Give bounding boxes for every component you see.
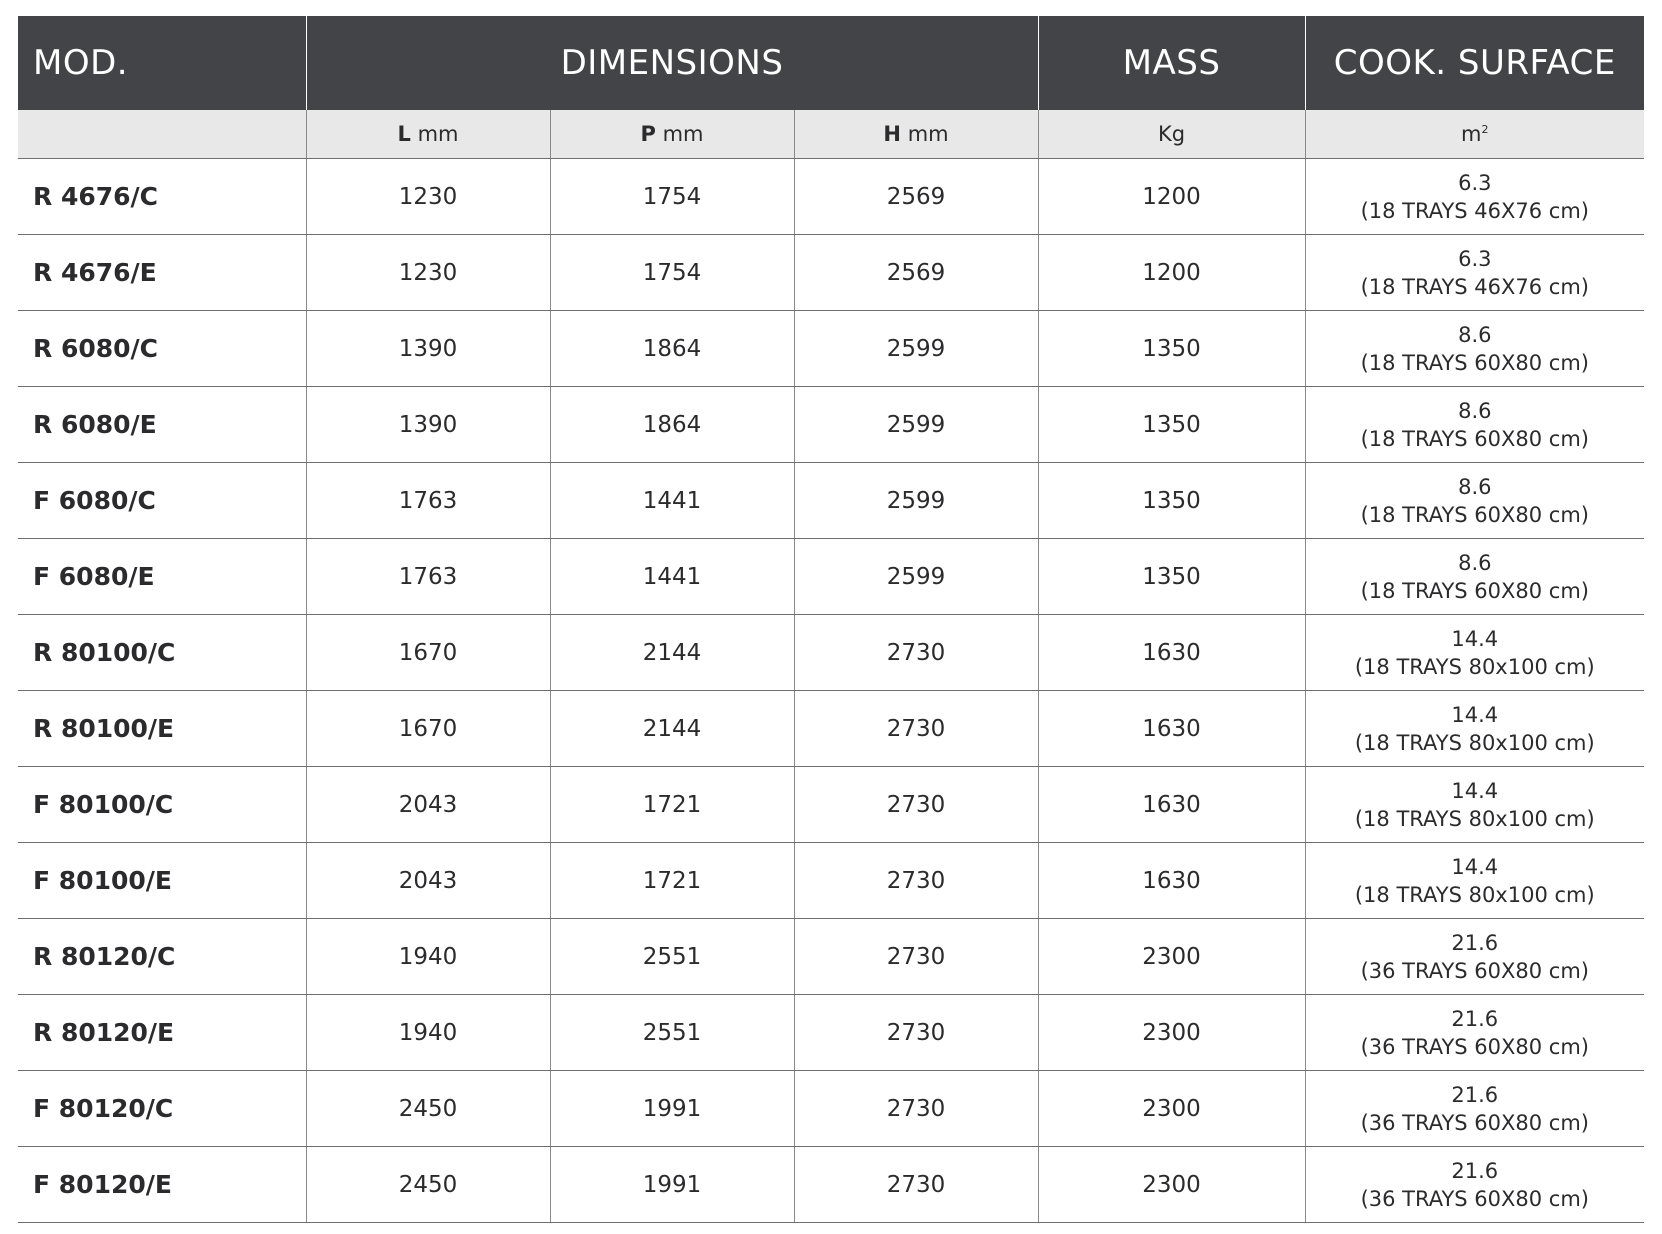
- cell-mass: 2300: [1038, 919, 1305, 995]
- surface-trays: (18 TRAYS 46X76 cm): [1360, 198, 1589, 223]
- header-dimensions: DIMENSIONS: [306, 16, 1038, 110]
- table-row: [18, 311, 1644, 387]
- cell-cooking-surface: [1305, 159, 1644, 235]
- surface-trays: (18 TRAYS 46X76 cm): [1360, 274, 1589, 299]
- cell-length: 1670: [306, 615, 550, 691]
- table-body: [18, 159, 1644, 1223]
- surface-value: 14.4: [1451, 778, 1499, 803]
- cell-mass: 1630: [1038, 615, 1305, 691]
- cell-height: 2569: [794, 235, 1038, 311]
- cell-length: 2450: [306, 1071, 550, 1147]
- unit-height-mm: mm: [907, 122, 949, 146]
- cell-model: F 6080/E: [18, 539, 306, 615]
- unit-model-empty: [18, 110, 306, 159]
- cell-length: 1763: [306, 463, 550, 539]
- table-row: [18, 539, 1644, 615]
- header-cooking-surface: COOK. SURFACE: [1305, 16, 1644, 110]
- cell-height: 2730: [794, 919, 1038, 995]
- surface-trays: (36 TRAYS 60X80 cm): [1360, 958, 1589, 983]
- unit-mass: Kg: [1038, 110, 1305, 159]
- cell-model: R 80120/E: [18, 995, 306, 1071]
- cell-height: 2730: [794, 767, 1038, 843]
- cell-model: R 6080/E: [18, 387, 306, 463]
- table-row: [18, 387, 1644, 463]
- cell-cooking-surface: [1305, 235, 1644, 311]
- cell-depth: 1754: [550, 159, 794, 235]
- surface-trays: (36 TRAYS 60X80 cm): [1360, 1110, 1589, 1135]
- cell-mass: 2300: [1038, 995, 1305, 1071]
- cell-length: 2043: [306, 843, 550, 919]
- cell-height: 2730: [794, 1071, 1038, 1147]
- cell-cooking-surface: [1305, 691, 1644, 767]
- cell-cooking-surface: [1305, 387, 1644, 463]
- surface-trays: (18 TRAYS 60X80 cm): [1360, 502, 1589, 527]
- cell-model: F 80120/E: [18, 1147, 306, 1223]
- cell-cooking-surface: [1305, 1147, 1644, 1223]
- cell-model: R 4676/E: [18, 235, 306, 311]
- cell-length: 1940: [306, 995, 550, 1071]
- cell-length: 1940: [306, 919, 550, 995]
- cell-mass: 2300: [1038, 1147, 1305, 1223]
- cell-cooking-surface: [1305, 1071, 1644, 1147]
- cell-cooking-surface: [1305, 767, 1644, 843]
- unit-length-mm: mm: [417, 122, 459, 146]
- surface-value: 8.6: [1458, 474, 1492, 499]
- unit-surface-base: m: [1461, 122, 1482, 146]
- cell-length: 2450: [306, 1147, 550, 1223]
- cell-depth: 1991: [550, 1147, 794, 1223]
- unit-height: [794, 110, 1038, 159]
- table-row: [18, 159, 1644, 235]
- table-row: [18, 463, 1644, 539]
- cell-depth: 1441: [550, 539, 794, 615]
- unit-length-letter: L: [397, 122, 411, 146]
- table-row: [18, 1147, 1644, 1223]
- cell-cooking-surface: [1305, 539, 1644, 615]
- unit-surface: [1305, 110, 1644, 159]
- cell-mass: 1200: [1038, 235, 1305, 311]
- cell-mass: 1630: [1038, 691, 1305, 767]
- units-row: [18, 110, 1644, 159]
- cell-depth: 1864: [550, 387, 794, 463]
- table-row: [18, 691, 1644, 767]
- cell-model: R 80100/E: [18, 691, 306, 767]
- surface-trays: (18 TRAYS 60X80 cm): [1360, 350, 1589, 375]
- surface-value: 14.4: [1451, 702, 1499, 727]
- table-row: [18, 235, 1644, 311]
- table-row: [18, 615, 1644, 691]
- cell-model: R 4676/C: [18, 159, 306, 235]
- cell-cooking-surface: [1305, 919, 1644, 995]
- surface-value: 21.6: [1451, 930, 1499, 955]
- header-model: MOD.: [18, 16, 306, 110]
- surface-trays: (18 TRAYS 60X80 cm): [1360, 578, 1589, 603]
- cell-mass: 1350: [1038, 539, 1305, 615]
- cell-mass: 1630: [1038, 843, 1305, 919]
- table-row: [18, 843, 1644, 919]
- cell-depth: 2144: [550, 691, 794, 767]
- surface-value: 21.6: [1451, 1006, 1499, 1031]
- cell-model: F 6080/C: [18, 463, 306, 539]
- cell-height: 2730: [794, 843, 1038, 919]
- surface-value: 21.6: [1451, 1158, 1499, 1183]
- cell-cooking-surface: [1305, 463, 1644, 539]
- cell-depth: 2551: [550, 995, 794, 1071]
- cell-length: 1763: [306, 539, 550, 615]
- cell-height: 2599: [794, 539, 1038, 615]
- cell-model: R 80100/C: [18, 615, 306, 691]
- surface-trays: (18 TRAYS 80x100 cm): [1354, 654, 1595, 679]
- surface-value: 6.3: [1458, 170, 1492, 195]
- cell-height: 2730: [794, 1147, 1038, 1223]
- specifications-table: [18, 16, 1644, 1223]
- cell-height: 2730: [794, 995, 1038, 1071]
- cell-depth: 1721: [550, 843, 794, 919]
- cell-depth: 2551: [550, 919, 794, 995]
- surface-value: 21.6: [1451, 1082, 1499, 1107]
- table-row: [18, 919, 1644, 995]
- surface-value: 8.6: [1458, 322, 1492, 347]
- surface-trays: (36 TRAYS 60X80 cm): [1360, 1186, 1589, 1211]
- unit-depth-letter: P: [640, 122, 656, 146]
- cell-length: 1670: [306, 691, 550, 767]
- cell-mass: 1350: [1038, 463, 1305, 539]
- unit-depth: [550, 110, 794, 159]
- surface-value: 8.6: [1458, 550, 1492, 575]
- cell-depth: 1864: [550, 311, 794, 387]
- header-mass: MASS: [1038, 16, 1305, 110]
- cell-cooking-surface: [1305, 615, 1644, 691]
- unit-surface-sup: 2: [1481, 123, 1489, 136]
- unit-length: [306, 110, 550, 159]
- cell-mass: 1200: [1038, 159, 1305, 235]
- cell-length: 1230: [306, 159, 550, 235]
- cell-length: 2043: [306, 767, 550, 843]
- cell-model: R 80120/C: [18, 919, 306, 995]
- cell-cooking-surface: [1305, 843, 1644, 919]
- cell-height: 2730: [794, 615, 1038, 691]
- cell-height: 2730: [794, 691, 1038, 767]
- surface-value: 6.3: [1458, 246, 1492, 271]
- table-row: [18, 1071, 1644, 1147]
- cell-depth: 1721: [550, 767, 794, 843]
- surface-value: 14.4: [1451, 854, 1499, 879]
- cell-height: 2599: [794, 463, 1038, 539]
- surface-trays: (18 TRAYS 80x100 cm): [1354, 730, 1595, 755]
- cell-depth: 2144: [550, 615, 794, 691]
- cell-height: 2569: [794, 159, 1038, 235]
- cell-length: 1390: [306, 387, 550, 463]
- header-row: [18, 16, 1644, 110]
- cell-mass: 1630: [1038, 767, 1305, 843]
- cell-depth: 1441: [550, 463, 794, 539]
- surface-trays: (36 TRAYS 60X80 cm): [1360, 1034, 1589, 1059]
- cell-model: F 80100/E: [18, 843, 306, 919]
- cell-depth: 1991: [550, 1071, 794, 1147]
- unit-height-letter: H: [883, 122, 901, 146]
- surface-value: 14.4: [1451, 626, 1499, 651]
- cell-model: F 80100/C: [18, 767, 306, 843]
- cell-cooking-surface: [1305, 311, 1644, 387]
- cell-length: 1230: [306, 235, 550, 311]
- cell-length: 1390: [306, 311, 550, 387]
- table-row: [18, 767, 1644, 843]
- table-row: [18, 995, 1644, 1071]
- surface-value: 8.6: [1458, 398, 1492, 423]
- cell-mass: 2300: [1038, 1071, 1305, 1147]
- cell-mass: 1350: [1038, 387, 1305, 463]
- cell-height: 2599: [794, 311, 1038, 387]
- cell-model: R 6080/C: [18, 311, 306, 387]
- cell-model: F 80120/C: [18, 1071, 306, 1147]
- unit-depth-mm: mm: [662, 122, 704, 146]
- cell-height: 2599: [794, 387, 1038, 463]
- surface-trays: (18 TRAYS 60X80 cm): [1360, 426, 1589, 451]
- cell-cooking-surface: [1305, 995, 1644, 1071]
- cell-depth: 1754: [550, 235, 794, 311]
- surface-trays: (18 TRAYS 80x100 cm): [1354, 882, 1595, 907]
- surface-trays: (18 TRAYS 80x100 cm): [1354, 806, 1595, 831]
- cell-mass: 1350: [1038, 311, 1305, 387]
